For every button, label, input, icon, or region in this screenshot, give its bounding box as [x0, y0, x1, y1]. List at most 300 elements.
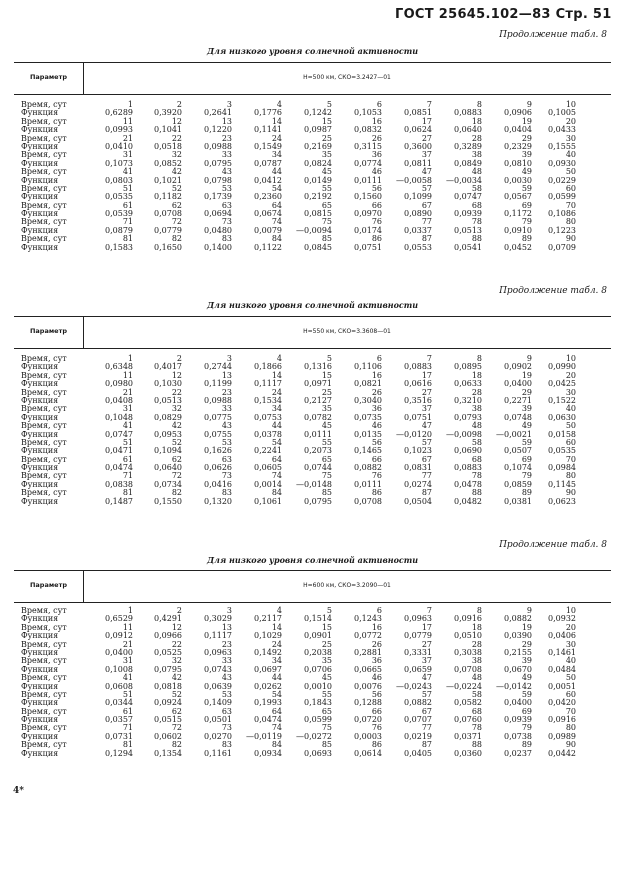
table-cell: 0,2073 — [304, 446, 332, 456]
table-cell: 0,0939 — [504, 715, 532, 725]
table-cell: 0,0474 — [254, 715, 282, 725]
table-cell: 87 — [421, 234, 432, 244]
table-cell: 89 — [521, 234, 532, 244]
table-cell: 34 — [271, 150, 282, 160]
table-cell: 0,0270 — [204, 731, 232, 741]
table-cell: 36 — [371, 656, 382, 666]
table-cell: 0,0014 — [254, 479, 282, 489]
row-label: Время, сут — [21, 723, 67, 733]
table-cell: 69 — [521, 454, 532, 464]
table-cell: 0,2038 — [304, 647, 332, 657]
table-cell: 0,0882 — [354, 463, 382, 473]
table-cell: 0,1492 — [254, 647, 282, 657]
table-cell: 0,1776 — [254, 108, 282, 118]
table-cell: —0,0098 — [446, 429, 482, 439]
table-cell: 0,0507 — [504, 446, 532, 456]
table-cell: 0,0357 — [105, 715, 133, 725]
table-cell: 0,0743 — [204, 664, 232, 674]
table-cell: 0,0633 — [454, 379, 482, 389]
table-cell: 53 — [221, 183, 232, 193]
table-cell: 0,0412 — [254, 175, 282, 185]
row-label: Функция — [21, 242, 59, 252]
table-cell: 0,2744 — [204, 362, 232, 372]
table-cell: 0,0751 — [404, 412, 432, 422]
table-cell: 31 — [122, 404, 133, 414]
table-cell: 0,0274 — [404, 479, 432, 489]
table-cell: 0,2155 — [504, 647, 532, 657]
table-cell: 77 — [421, 217, 432, 227]
table-cell: 64 — [271, 706, 282, 716]
table-cell: 83 — [221, 740, 232, 750]
table-cell: 0,0674 — [254, 209, 282, 219]
table-cell: 57 — [421, 689, 432, 699]
table-cell: 0,0174 — [354, 225, 382, 235]
table-cell: 0,0906 — [504, 108, 532, 118]
table-cell: 82 — [171, 740, 182, 750]
table-cell: 41 — [122, 167, 133, 177]
table-cell: 43 — [221, 421, 232, 431]
page-footer: 4* — [13, 786, 24, 796]
table-cell: 0,2127 — [304, 395, 332, 405]
table-cell: 16 — [371, 622, 382, 632]
table-cell: 0,0859 — [504, 479, 532, 489]
table-cell: 14 — [271, 116, 282, 126]
table-cell: 0,0735 — [354, 412, 382, 422]
row-label: Функция — [21, 698, 59, 708]
table-cell: 0,1041 — [154, 125, 182, 135]
table-cell: 0,1145 — [548, 479, 576, 489]
table-cell: 23 — [221, 133, 232, 143]
table-cell: 25 — [321, 387, 332, 397]
row-label: Функция — [21, 715, 59, 725]
table-cell: 74 — [271, 471, 282, 481]
table-cell: 63 — [221, 200, 232, 210]
table-cell: 80 — [565, 217, 576, 227]
table-cell: 0,1550 — [154, 496, 182, 506]
table-cell: 77 — [421, 471, 432, 481]
table-cell: 0,0989 — [548, 731, 576, 741]
table-cell: 0,0535 — [548, 446, 576, 456]
table-cell: 0,1199 — [204, 379, 232, 389]
table-cell: 83 — [221, 488, 232, 498]
table-cell: 0,0371 — [454, 731, 482, 741]
table-cell: 84 — [271, 234, 282, 244]
altitude-heading: H=600 км, СКО=3.2090—01 — [303, 582, 391, 589]
table-cell: 14 — [271, 622, 282, 632]
table-cell: 22 — [171, 387, 182, 397]
table-cell: 0,0515 — [154, 715, 182, 725]
row-label: Время, сут — [21, 437, 67, 447]
table-cell: 44 — [271, 673, 282, 683]
table-cell: 10 — [565, 606, 576, 615]
table-cell: 0,0852 — [154, 158, 182, 168]
table-cell: 23 — [221, 639, 232, 649]
table-cell: 0,0665 — [354, 664, 382, 674]
table-cell: 0,1400 — [204, 242, 232, 252]
table-cell: 0,0753 — [254, 412, 282, 422]
table-cell: 0,0693 — [304, 748, 332, 758]
table-cell: 90 — [565, 488, 576, 498]
table-cell: 17 — [421, 622, 432, 632]
table-cell: 0,0262 — [254, 681, 282, 691]
table-header — [14, 316, 611, 349]
table-cell: 0,0990 — [548, 362, 576, 372]
table-cell: 0,0553 — [404, 242, 432, 252]
row-label: Время, сут — [21, 488, 67, 498]
table-cell: 65 — [321, 706, 332, 716]
table-header — [14, 62, 611, 95]
table-cell: 0,0400 — [504, 379, 532, 389]
table-cell: 0,0966 — [154, 631, 182, 641]
table-cell: 12 — [171, 622, 182, 632]
table-cell: 0,0803 — [105, 175, 133, 185]
table-cell: 0,1074 — [504, 463, 532, 473]
table-cell: 0,3210 — [454, 395, 482, 405]
table-cell: 0,0605 — [254, 463, 282, 473]
table-cell: 36 — [371, 404, 382, 414]
table-cell: 40 — [565, 404, 576, 414]
table-cell: 49 — [521, 421, 532, 431]
row-label: Функция — [21, 631, 59, 641]
table-cell: 42 — [171, 167, 182, 177]
table-cell: 29 — [521, 387, 532, 397]
table-cell: 0,0694 — [204, 209, 232, 219]
table-cell: 34 — [271, 656, 282, 666]
table-cell: 0,0360 — [454, 748, 482, 758]
table-cell: 0,4017 — [154, 362, 182, 372]
table-cell: 0,0706 — [304, 664, 332, 674]
table-cell: 0,0381 — [504, 496, 532, 506]
table-cell: 43 — [221, 673, 232, 683]
table-cell: 0,3600 — [404, 141, 432, 151]
table-cell: 0,1030 — [154, 379, 182, 389]
table-cell: 32 — [171, 404, 182, 414]
table-cell: 56 — [371, 437, 382, 447]
table-cell: 0,0482 — [454, 496, 482, 506]
table-cell: 74 — [271, 217, 282, 227]
table-cell: 0,1029 — [254, 631, 282, 641]
row-label: Функция — [21, 379, 59, 389]
table-cell: 4 — [276, 100, 282, 109]
row-label: Время, сут — [21, 689, 67, 699]
table-cell: 0,0774 — [354, 158, 382, 168]
table-cell: 0,0709 — [548, 242, 576, 252]
table-cell: 0,1061 — [254, 496, 282, 506]
table-cell: 0,4291 — [154, 614, 182, 624]
table-cell: 0,3516 — [404, 395, 432, 405]
table-cell: 67 — [421, 454, 432, 464]
table-cell: 0,0760 — [454, 715, 482, 725]
table-cell: 0,0744 — [304, 463, 332, 473]
row-label: Время, сут — [21, 100, 67, 109]
table-cell: 85 — [321, 740, 332, 750]
table-cell: 0,1094 — [154, 446, 182, 456]
table-cell: 0,0539 — [105, 209, 133, 219]
table-cell: 0,1008 — [105, 664, 133, 674]
table-cell: 54 — [271, 183, 282, 193]
row-label: Время, сут — [21, 150, 67, 160]
table-cell: 0,0599 — [548, 192, 576, 202]
table-cell: 68 — [471, 200, 482, 210]
table-cell: 0,0934 — [254, 748, 282, 758]
table-cell: 30 — [565, 639, 576, 649]
table-cell: 37 — [421, 404, 432, 414]
table-cell: 0,0932 — [548, 614, 576, 624]
table-cell: 85 — [321, 234, 332, 244]
table-cell: 55 — [321, 689, 332, 699]
table-cell: 59 — [521, 183, 532, 193]
row-label: Функция — [21, 731, 59, 741]
table-cell: 28 — [471, 639, 482, 649]
table-cell: 47 — [421, 673, 432, 683]
row-label: Время, сут — [21, 740, 67, 750]
table-cell: 49 — [521, 673, 532, 683]
row-label: Время, сут — [21, 183, 67, 193]
table-cell: 7 — [426, 100, 432, 109]
table-cell: 1 — [127, 354, 133, 363]
row-label: Функция — [21, 225, 59, 235]
row-label: Функция — [21, 209, 59, 219]
table-cell: 0,1122 — [254, 242, 282, 252]
table-cell: 0,3029 — [204, 614, 232, 624]
table-cell: 90 — [565, 234, 576, 244]
table-cell: 0,0079 — [254, 225, 282, 235]
table-cell: 0,0229 — [548, 175, 576, 185]
table-cell: 45 — [321, 421, 332, 431]
table-cell: 0,0963 — [204, 647, 232, 657]
table-cell: 39 — [521, 656, 532, 666]
table-cell: 80 — [565, 471, 576, 481]
table-cell: 82 — [171, 234, 182, 244]
table-cell: 34 — [271, 404, 282, 414]
table-cell: 60 — [565, 689, 576, 699]
table-cell: 0,0747 — [105, 429, 133, 439]
table-cell: 81 — [122, 740, 133, 750]
table-cell: 0,2169 — [304, 141, 332, 151]
table-cell: 11 — [122, 370, 133, 380]
table-cell: 38 — [471, 656, 482, 666]
table-title: Для низкого уровня солнечной активности — [206, 555, 419, 565]
table-cell: 0,1320 — [204, 496, 232, 506]
table-cell: 62 — [171, 454, 182, 464]
table-cell: 0,0076 — [354, 681, 382, 691]
table-cell: 0,1583 — [105, 242, 133, 252]
table-cell: 24 — [271, 133, 282, 143]
table-cell: 0,0484 — [548, 664, 576, 674]
table-cell: 27 — [421, 387, 432, 397]
table-cell: 0,1739 — [204, 192, 232, 202]
table-cell: —0,0272 — [296, 731, 332, 741]
table-cell: 23 — [221, 387, 232, 397]
table-cell: 0,0883 — [454, 108, 482, 118]
row-label: Функция — [21, 446, 59, 456]
table-cell: 42 — [171, 421, 182, 431]
continuation-label: Продолжение табл. 8 — [499, 286, 607, 296]
table-cell: 0,0149 — [304, 175, 332, 185]
table-cell: 0,0626 — [204, 463, 232, 473]
table-cell: 6 — [376, 100, 382, 109]
table-row — [0, 244, 625, 252]
table-cell: 1 — [127, 100, 133, 109]
table-cell: 0,0924 — [154, 698, 182, 708]
table-cell: 80 — [565, 723, 576, 733]
table-cell: 62 — [171, 706, 182, 716]
table-cell: 0,0567 — [504, 192, 532, 202]
table-cell: 60 — [565, 183, 576, 193]
table-cell: 78 — [471, 471, 482, 481]
table-cell: 67 — [421, 200, 432, 210]
continuation-label: Продолжение табл. 8 — [499, 30, 607, 40]
table-cell: 61 — [122, 200, 133, 210]
table-cell: 0,0624 — [404, 125, 432, 135]
table-cell: 0,0775 — [204, 412, 232, 422]
table-cell: 0,0930 — [548, 158, 576, 168]
table-cell: 74 — [271, 723, 282, 733]
table-cell: 88 — [471, 488, 482, 498]
table-cell: 0,3920 — [154, 108, 182, 118]
table-cell: 20 — [565, 370, 576, 380]
table-cell: 79 — [521, 217, 532, 227]
table-cell: 21 — [122, 639, 133, 649]
row-label: Время, сут — [21, 454, 67, 464]
table-cell: 0,0237 — [504, 748, 532, 758]
table-cell: 40 — [565, 150, 576, 160]
table-cell: 0,3038 — [454, 647, 482, 657]
altitude-heading: H=500 км, СКО=3.2427—01 — [303, 74, 391, 81]
table-cell: 0,1242 — [304, 108, 332, 118]
table-cell: 57 — [421, 437, 432, 447]
row-label: Время, сут — [21, 606, 67, 615]
table-cell: 8 — [476, 606, 482, 615]
row-label: Время, сут — [21, 706, 67, 716]
table-cell: 0,0640 — [454, 125, 482, 135]
table-cell: 2 — [176, 100, 182, 109]
table-cell: 76 — [371, 723, 382, 733]
table-cell: 20 — [565, 622, 576, 632]
table-cell: 19 — [521, 116, 532, 126]
table-cell: 72 — [171, 217, 182, 227]
table-cell: 41 — [122, 421, 133, 431]
table-cell: 0,1843 — [304, 698, 332, 708]
table-cell: 0,0738 — [504, 731, 532, 741]
row-label: Время, сут — [21, 673, 67, 683]
table-cell: 0,0640 — [154, 463, 182, 473]
table-cell: 61 — [122, 706, 133, 716]
table-cell: 0,1073 — [105, 158, 133, 168]
table-cell: —0,0224 — [446, 681, 482, 691]
table-cell: 71 — [122, 723, 133, 733]
table-cell: 21 — [122, 133, 133, 143]
table-cell: 5 — [326, 100, 332, 109]
table-cell: 0,1560 — [354, 192, 382, 202]
table-cell: 44 — [271, 421, 282, 431]
table-cell: 0,0832 — [354, 125, 382, 135]
row-label: Время, сут — [21, 116, 67, 126]
table-cell: 0,0670 — [504, 664, 532, 674]
table-cell: 5 — [326, 606, 332, 615]
table-cell: 0,0478 — [454, 479, 482, 489]
table-cell: 0,0849 — [454, 158, 482, 168]
table-cell: 79 — [521, 723, 532, 733]
table-cell: 0,0708 — [354, 496, 382, 506]
table-cell: 13 — [221, 622, 232, 632]
table-cell: 9 — [526, 100, 532, 109]
table-cell: 0,0659 — [404, 664, 432, 674]
table-cell: 0,0845 — [304, 242, 332, 252]
table-cell: 2 — [176, 354, 182, 363]
table-cell: 0,1650 — [154, 242, 182, 252]
table-cell: 0,1626 — [204, 446, 232, 456]
table-cell: 78 — [471, 723, 482, 733]
table-cell: 73 — [221, 723, 232, 733]
table-cell: 0,0798 — [204, 175, 232, 185]
table-cell: 0,1316 — [304, 362, 332, 372]
table-cell: 0,3040 — [354, 395, 382, 405]
table-cell: 0,0599 — [304, 715, 332, 725]
table-cell: 5 — [326, 354, 332, 363]
table-cell: 0,1172 — [504, 209, 532, 219]
table-cell: 0,0405 — [404, 748, 432, 758]
table-cell: 0,2241 — [254, 446, 282, 456]
table-cell: 16 — [371, 116, 382, 126]
table-cell: 87 — [421, 488, 432, 498]
table-cell: 51 — [122, 437, 133, 447]
table-cell: 54 — [271, 437, 282, 447]
table-cell: 0,0838 — [105, 479, 133, 489]
table-cell: 38 — [471, 150, 482, 160]
row-label: Функция — [21, 647, 59, 657]
table-cell: 0,1993 — [254, 698, 282, 708]
table-cell: 86 — [371, 234, 382, 244]
table-cell: 0,0963 — [404, 614, 432, 624]
table-cell: 46 — [371, 673, 382, 683]
table-cell: 76 — [371, 217, 382, 227]
table-cell: 0,0602 — [154, 731, 182, 741]
table-cell: 48 — [471, 673, 482, 683]
table-cell: 47 — [421, 421, 432, 431]
row-label: Время, сут — [21, 421, 67, 431]
table-cell: 0,0582 — [454, 698, 482, 708]
table-cell: 3 — [226, 354, 232, 363]
table-cell: 0,0993 — [105, 125, 133, 135]
table-cell: 0,0707 — [404, 715, 432, 725]
table-cell: 87 — [421, 740, 432, 750]
table-cell: 0,0795 — [304, 496, 332, 506]
table-cell: 75 — [321, 217, 332, 227]
table-cell: 26 — [371, 387, 382, 397]
table-cell: 59 — [521, 437, 532, 447]
row-label: Время, сут — [21, 387, 67, 397]
table-cell: 12 — [171, 370, 182, 380]
table-cell: 0,0720 — [354, 715, 382, 725]
table-cell: 0,0829 — [154, 412, 182, 422]
table-cell: 6 — [376, 354, 382, 363]
table-body — [0, 355, 625, 506]
table-cell: 37 — [421, 656, 432, 666]
table-cell: 56 — [371, 183, 382, 193]
table-cell: 0,2881 — [354, 647, 382, 657]
altitude-heading: H=550 км, СКО=3.3608—01 — [303, 328, 391, 335]
table-cell: 72 — [171, 471, 182, 481]
table-cell: 0,1106 — [354, 362, 382, 372]
table-cell: 0,0980 — [105, 379, 133, 389]
table-cell: 83 — [221, 234, 232, 244]
table-cell: 22 — [171, 133, 182, 143]
param-header: Параметр — [29, 73, 67, 81]
table-cell: 4 — [276, 606, 282, 615]
table-cell: 0,0111 — [304, 429, 332, 439]
table-cell: 37 — [421, 150, 432, 160]
